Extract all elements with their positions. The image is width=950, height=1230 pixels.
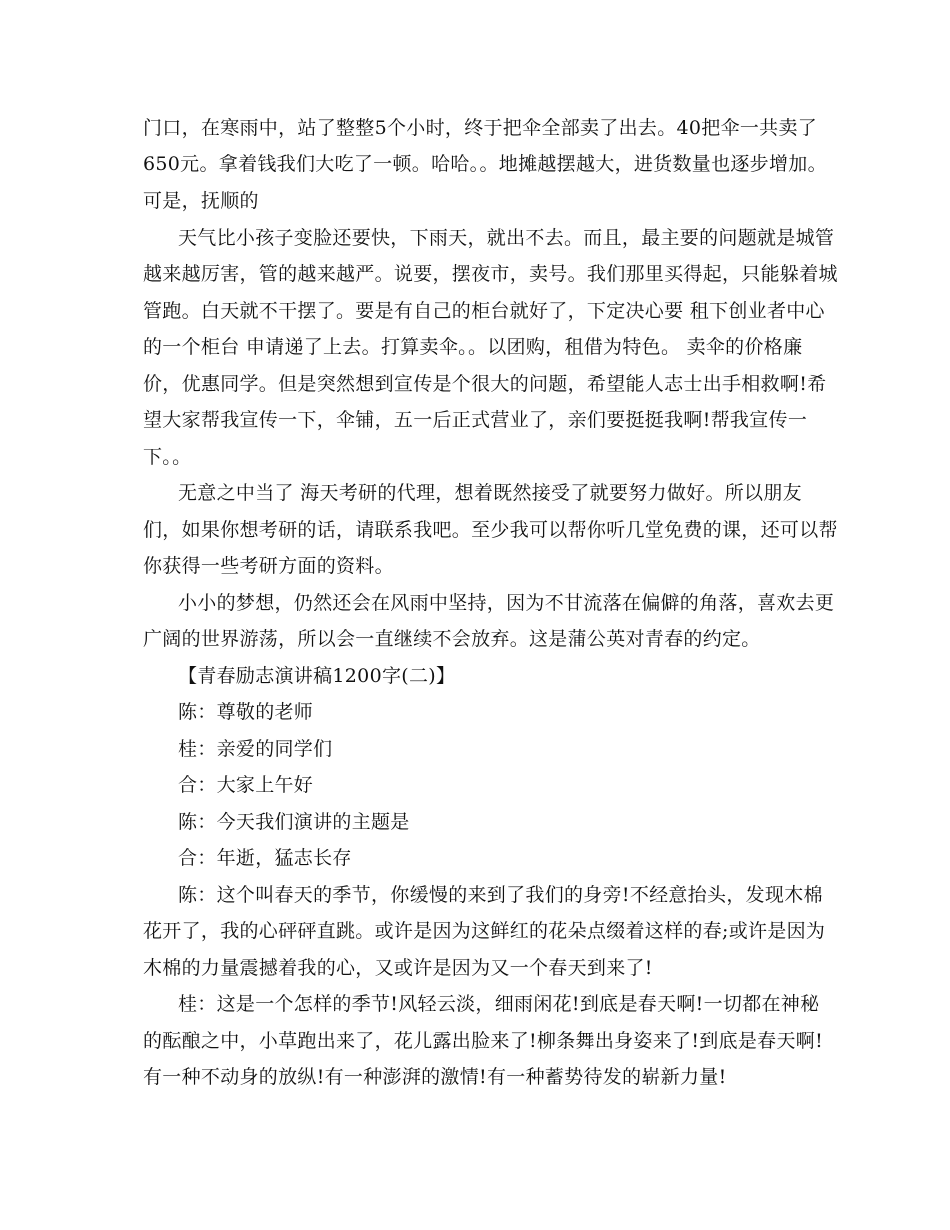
paragraph-line: 的酝酿之中，小草跑出来了，花儿露出脸来了!柳条舞出身姿来了!到底是春天啊! xyxy=(143,1030,824,1052)
paragraph-line: 花开了，我的心砰砰直跳。或许是因为这鲜红的花朵点缀着这样的春;或许是因为 xyxy=(143,920,826,942)
paragraph-line: 管跑。白天就不干摆了。要是有自己的柜台就好了，下定决心要 租下创业者中心 xyxy=(143,300,825,322)
paragraph-line: 价，优惠同学。但是突然想到宣传是个很大的问题，希望能人志士出手相救啊!希 xyxy=(143,373,827,395)
paragraph-line: 广阔的世界游荡，所以会一直继续不会放弃。这是蒲公英对青春的约定。 xyxy=(143,628,761,650)
paragraph-line: 望大家帮我宣传一下，伞铺，五一后正式营业了，亲们要挺挺我啊!帮我宣传一 xyxy=(143,409,808,431)
paragraph-line: 下。。 xyxy=(143,446,192,468)
paragraph-line: 可是，抚顺的 xyxy=(143,190,259,212)
paragraph-line: 越来越厉害，管的越来越严。说要，摆夜市，卖号。我们那里买得起，只能躲着城 xyxy=(143,263,838,285)
dialogue-line: 陈：今天我们演讲的主题是 xyxy=(178,811,410,833)
dialogue-line: 合：年逝，猛志长存 xyxy=(178,847,352,869)
paragraph-line: 们，如果你想考研的话，请联系我吧。至少我可以帮你听几堂免费的课，还可以帮 xyxy=(143,519,838,541)
paragraph-line: 木棉的力量震撼着我的心，又或许是因为又一个春天到来了! xyxy=(143,957,653,979)
section-heading: 【青春励志演讲稿1200字(二)】 xyxy=(178,665,456,687)
dialogue-line: 桂：亲爱的同学们 xyxy=(178,738,333,760)
paragraph-line: 无意之中当了 海天考研的代理，想着既然接受了就要努力做好。所以朋友 xyxy=(178,482,802,504)
paragraph-line: 650元。拿着钱我们大吃了一顿。哈哈。。地摊越摆越大，进货数量也逐步增加。 xyxy=(143,153,827,175)
paragraph-line: 有一种不动身的放纵!有一种澎湃的激情!有一种蓄势待发的崭新力量! xyxy=(143,1066,727,1088)
paragraph-line: 的一个柜台 申请递了上去。打算卖伞。。以团购，租借为特色。 卖伞的价格廉 xyxy=(143,336,803,358)
paragraph-line: 门口，在寒雨中，站了整整5个小时，终于把伞全部卖了出去。40把伞一共卖了 xyxy=(143,117,818,139)
dialogue-line: 合：大家上午好 xyxy=(178,774,314,796)
paragraph-line: 小小的梦想，仍然还会在风雨中坚持，因为不甘流落在偏僻的角落，喜欢去更 xyxy=(178,592,835,614)
dialogue-line: 陈：尊敬的老师 xyxy=(178,701,314,723)
dialogue-line: 陈：这个叫春天的季节，你缓慢的来到了我们的身旁!不经意抬头，发现木棉 xyxy=(178,884,823,906)
paragraph-line: 你获得一些考研方面的资料。 xyxy=(143,555,394,577)
paragraph-line: 天气比小孩子变脸还要快，下雨天，就出不去。而且，最主要的问题就是城管 xyxy=(178,227,835,249)
dialogue-line: 桂：这是一个怎样的季节!风轻云淡，细雨闲花!到底是春天啊!一切都在神秘 xyxy=(178,993,820,1015)
